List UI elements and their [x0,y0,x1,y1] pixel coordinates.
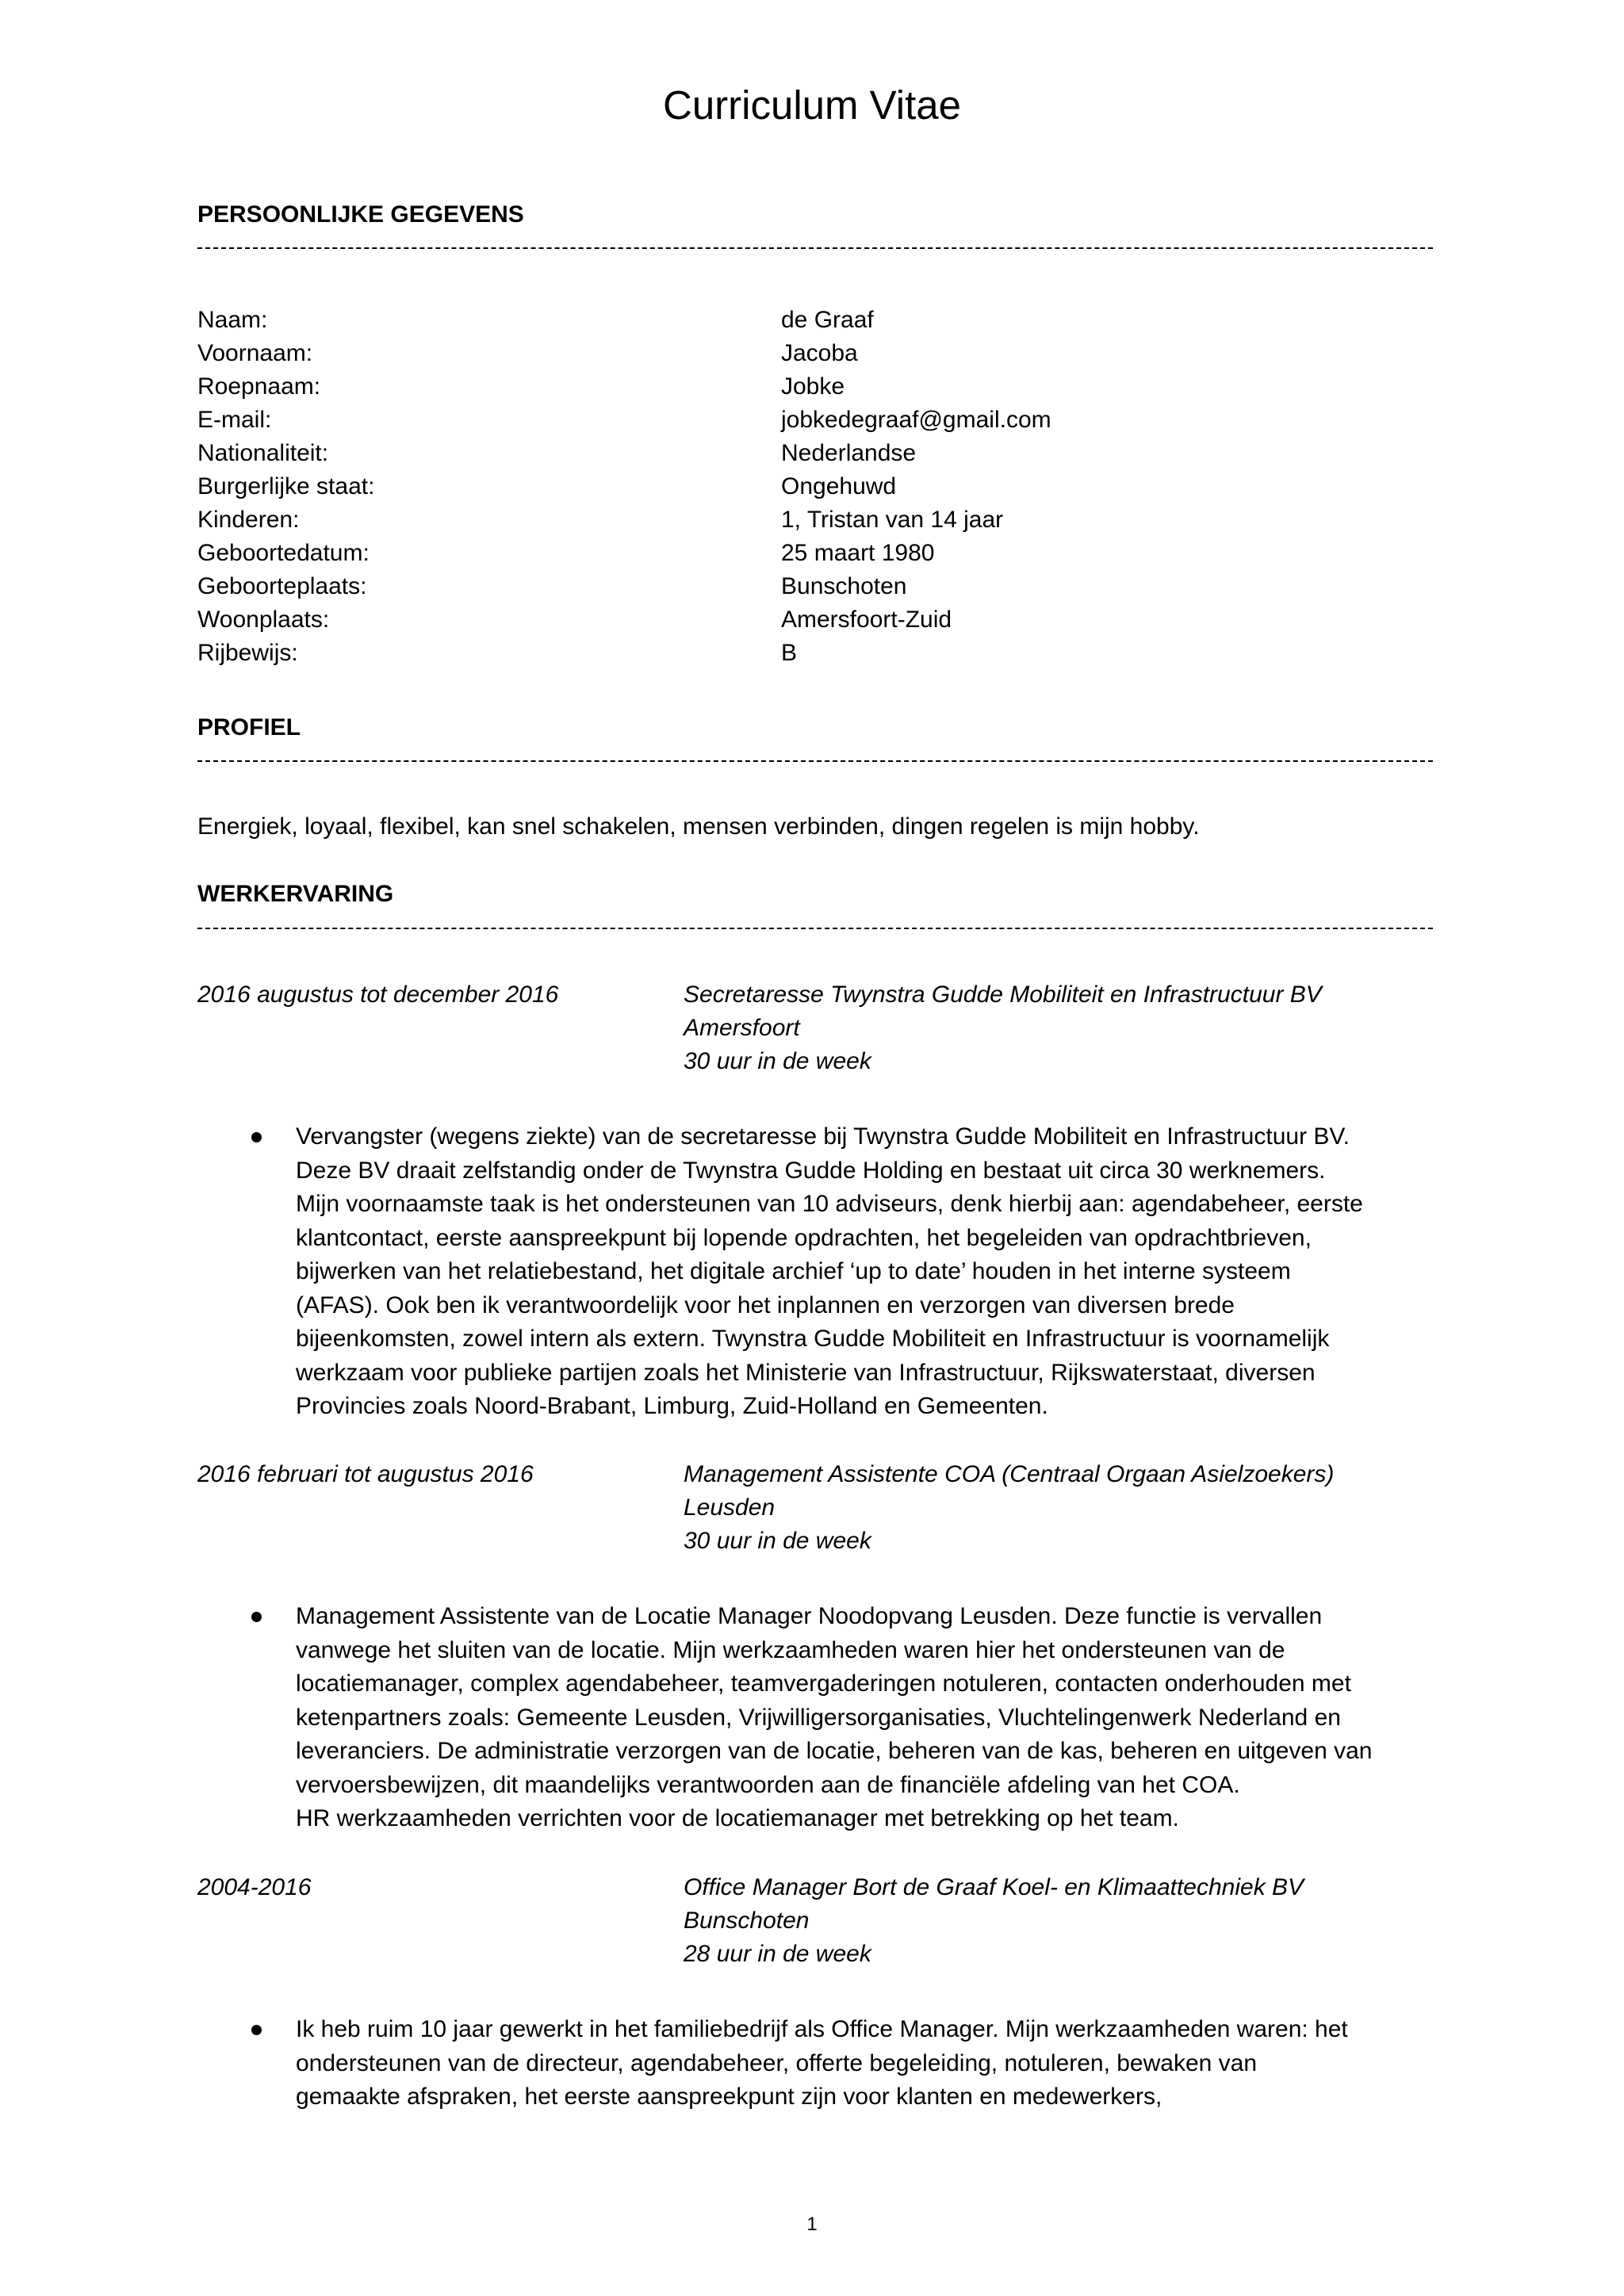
personal-value: Ongehuwd [781,473,897,499]
description-line: werkzaam voor publieke partijen zoals het Ministerie van Infrastructuur, Rijkswaterstaat, diversen [296,1359,1316,1386]
personal-label: Woonplaats: [197,607,330,633]
personal-value: B [781,640,798,666]
section-heading-profile: PROFIEL [197,714,301,740]
personal-row [197,570,1434,603]
description-line: (AFAS). Ook ben ik verantwoordelijk voor het inplannen en verzorgen van diversen brede [296,1292,1235,1318]
personal-label: Voornaam: [197,340,313,366]
personal-row [197,304,1434,337]
description-line: bijwerken van het relatiebestand, het digitale archief ‘up to date’ houden in het interne systeem [296,1258,1291,1284]
job-location: Bunschoten [684,1908,810,1934]
description-line: ketenpartners zoals: Gemeente Leusden, Vrijwilligersorganisaties, Vluchtelingenwerk Nederland en [296,1704,1341,1731]
job-title: Management Assistente COA (Centraal Orgaan Asielzoekers) [684,1461,1335,1487]
page-number: 1 [806,2214,818,2235]
description-line: vervoersbewijzen, dit maandelijks verantwoorden aan de financiële afdeling van het COA. [296,1771,1240,1798]
personal-label: Geboortedatum: [197,540,370,566]
personal-row [197,470,1434,503]
job-description [296,1120,1438,1424]
description-line: gemaakte afspraken, het eerste aanspreekpunt zijn voor klanten en medewerkers, [296,2084,1162,2110]
bullet-icon [251,1132,262,1142]
personal-row [197,337,1434,370]
personal-row [197,437,1434,470]
section-heading-experience: WERKERVARING [197,881,394,907]
personal-value: Jacoba [781,340,858,366]
job-description [296,1600,1438,1836]
description-line: Deze BV draait zelfstandig onder de Twynstra Gudde Holding en bestaat uit circa 30 werknemers. [296,1157,1326,1184]
personal-label: E-mail: [197,407,272,433]
document-title: Curriculum Vitae [662,82,962,128]
personal-value: Nederlandse [781,440,917,466]
description-line: HR werkzaamheden verrichten voor de locatiemanager met betrekking op het team. [296,1805,1179,1831]
description-line: klantcontact, eerste aanspreekpunt bij lopende opdrachten, het begeleiden van opdrachtbrieven, [296,1224,1312,1251]
description-line: Mijn voornaamste taak is het ondersteunen van 10 adviseurs, denk hierbij aan: agendabeheer, eerste [296,1191,1363,1217]
personal-value: de Graaf [781,307,874,333]
job-location: Leusden [684,1494,776,1521]
section-heading-personal: PERSOONLIJKE GEGEVENS [197,201,524,228]
job-info [684,1871,1304,1971]
email-value: jobkedegraaf@gmail.com [781,407,1051,433]
description-line: vanwege het sluiten van de locatie. Mijn werkzaamheden waren hier het ondersteunen van de [296,1636,1285,1663]
description-line: Vervangster (wegens ziekte) van de secretaresse bij Twynstra Gudde Mobiliteit en Infrastructuur BV. [296,1123,1350,1150]
job-info [684,1458,1334,1558]
personal-row [197,404,1434,437]
job-period: 2016 augustus tot december 2016 [197,982,559,1008]
personal-value: Amersfoort-Zuid [781,607,952,633]
personal-value: Bunschoten [781,573,907,599]
description-line: Ik heb ruim 10 jaar gewerkt in het familiebedrijf als Office Manager. Mijn werkzaamheden waren: het [296,2016,1348,2042]
personal-row [197,603,1434,637]
personal-value: 25 maart 1980 [781,540,935,566]
job-location: Amersfoort [684,1015,800,1041]
job-hours: 30 uur in de week [684,1048,871,1074]
job-hours: 28 uur in de week [684,1941,871,1967]
description-line: leveranciers. De administratie verzorgen van de locatie, beheren van de kas, beheren en uitgeven van [296,1738,1373,1764]
personal-label: Burgerlijke staat: [197,473,375,499]
personal-label: Kinderen: [197,507,300,533]
description-line: Management Assistente van de Locatie Manager Noodopvang Leusden. Deze functie is vervallen [296,1603,1323,1629]
job-info [684,978,1322,1078]
description-line: Provincies zoals Noord-Brabant, Limburg, Zuid-Holland en Gemeenten. [296,1393,1048,1419]
bullet-icon [251,1612,262,1622]
personal-label: Roepnaam: [197,373,321,400]
job-period: 2004-2016 [197,1874,312,1900]
description-line: locatiemanager, complex agendabeheer, teamvergaderingen notuleren, contacten onderhouden met [296,1670,1351,1697]
personal-label: Geboorteplaats: [197,573,367,599]
personal-label: Rijbewijs: [197,640,298,666]
job-hours: 30 uur in de week [684,1528,871,1554]
section-divider [197,928,1433,929]
job-title: Office Manager Bort de Graaf Koel- en Klimaattechniek BV [684,1874,1304,1900]
personal-row [197,503,1434,537]
section-divider [197,760,1433,762]
profile-text: Energiek, loyaal, flexibel, kan snel schakelen, mensen verbinden, dingen regelen is mijn hobby. [197,813,1200,840]
personal-value: 1, Tristan van 14 jaar [781,507,1004,533]
section-divider [197,247,1433,249]
personal-row [197,370,1434,404]
job-description [296,2013,1438,2114]
bullet-icon [251,2025,262,2035]
job-period: 2016 februari tot augustus 2016 [197,1461,534,1487]
description-line: bijeenkomsten, zowel intern als extern. Twynstra Gudde Mobiliteit en Infrastructuur is voornamelijk [296,1326,1330,1352]
personal-value: Jobke [781,373,845,400]
personal-label: Nationaliteit: [197,440,329,466]
description-line: ondersteunen van de directeur, agendabeheer, offerte begeleiding, notuleren, bewaken van [296,2049,1258,2076]
personal-row [197,637,1434,670]
personal-row [197,537,1434,570]
personal-label: Naam: [197,307,268,333]
job-title: Secretaresse Twynstra Gudde Mobiliteit en Infrastructuur BV [684,982,1322,1008]
